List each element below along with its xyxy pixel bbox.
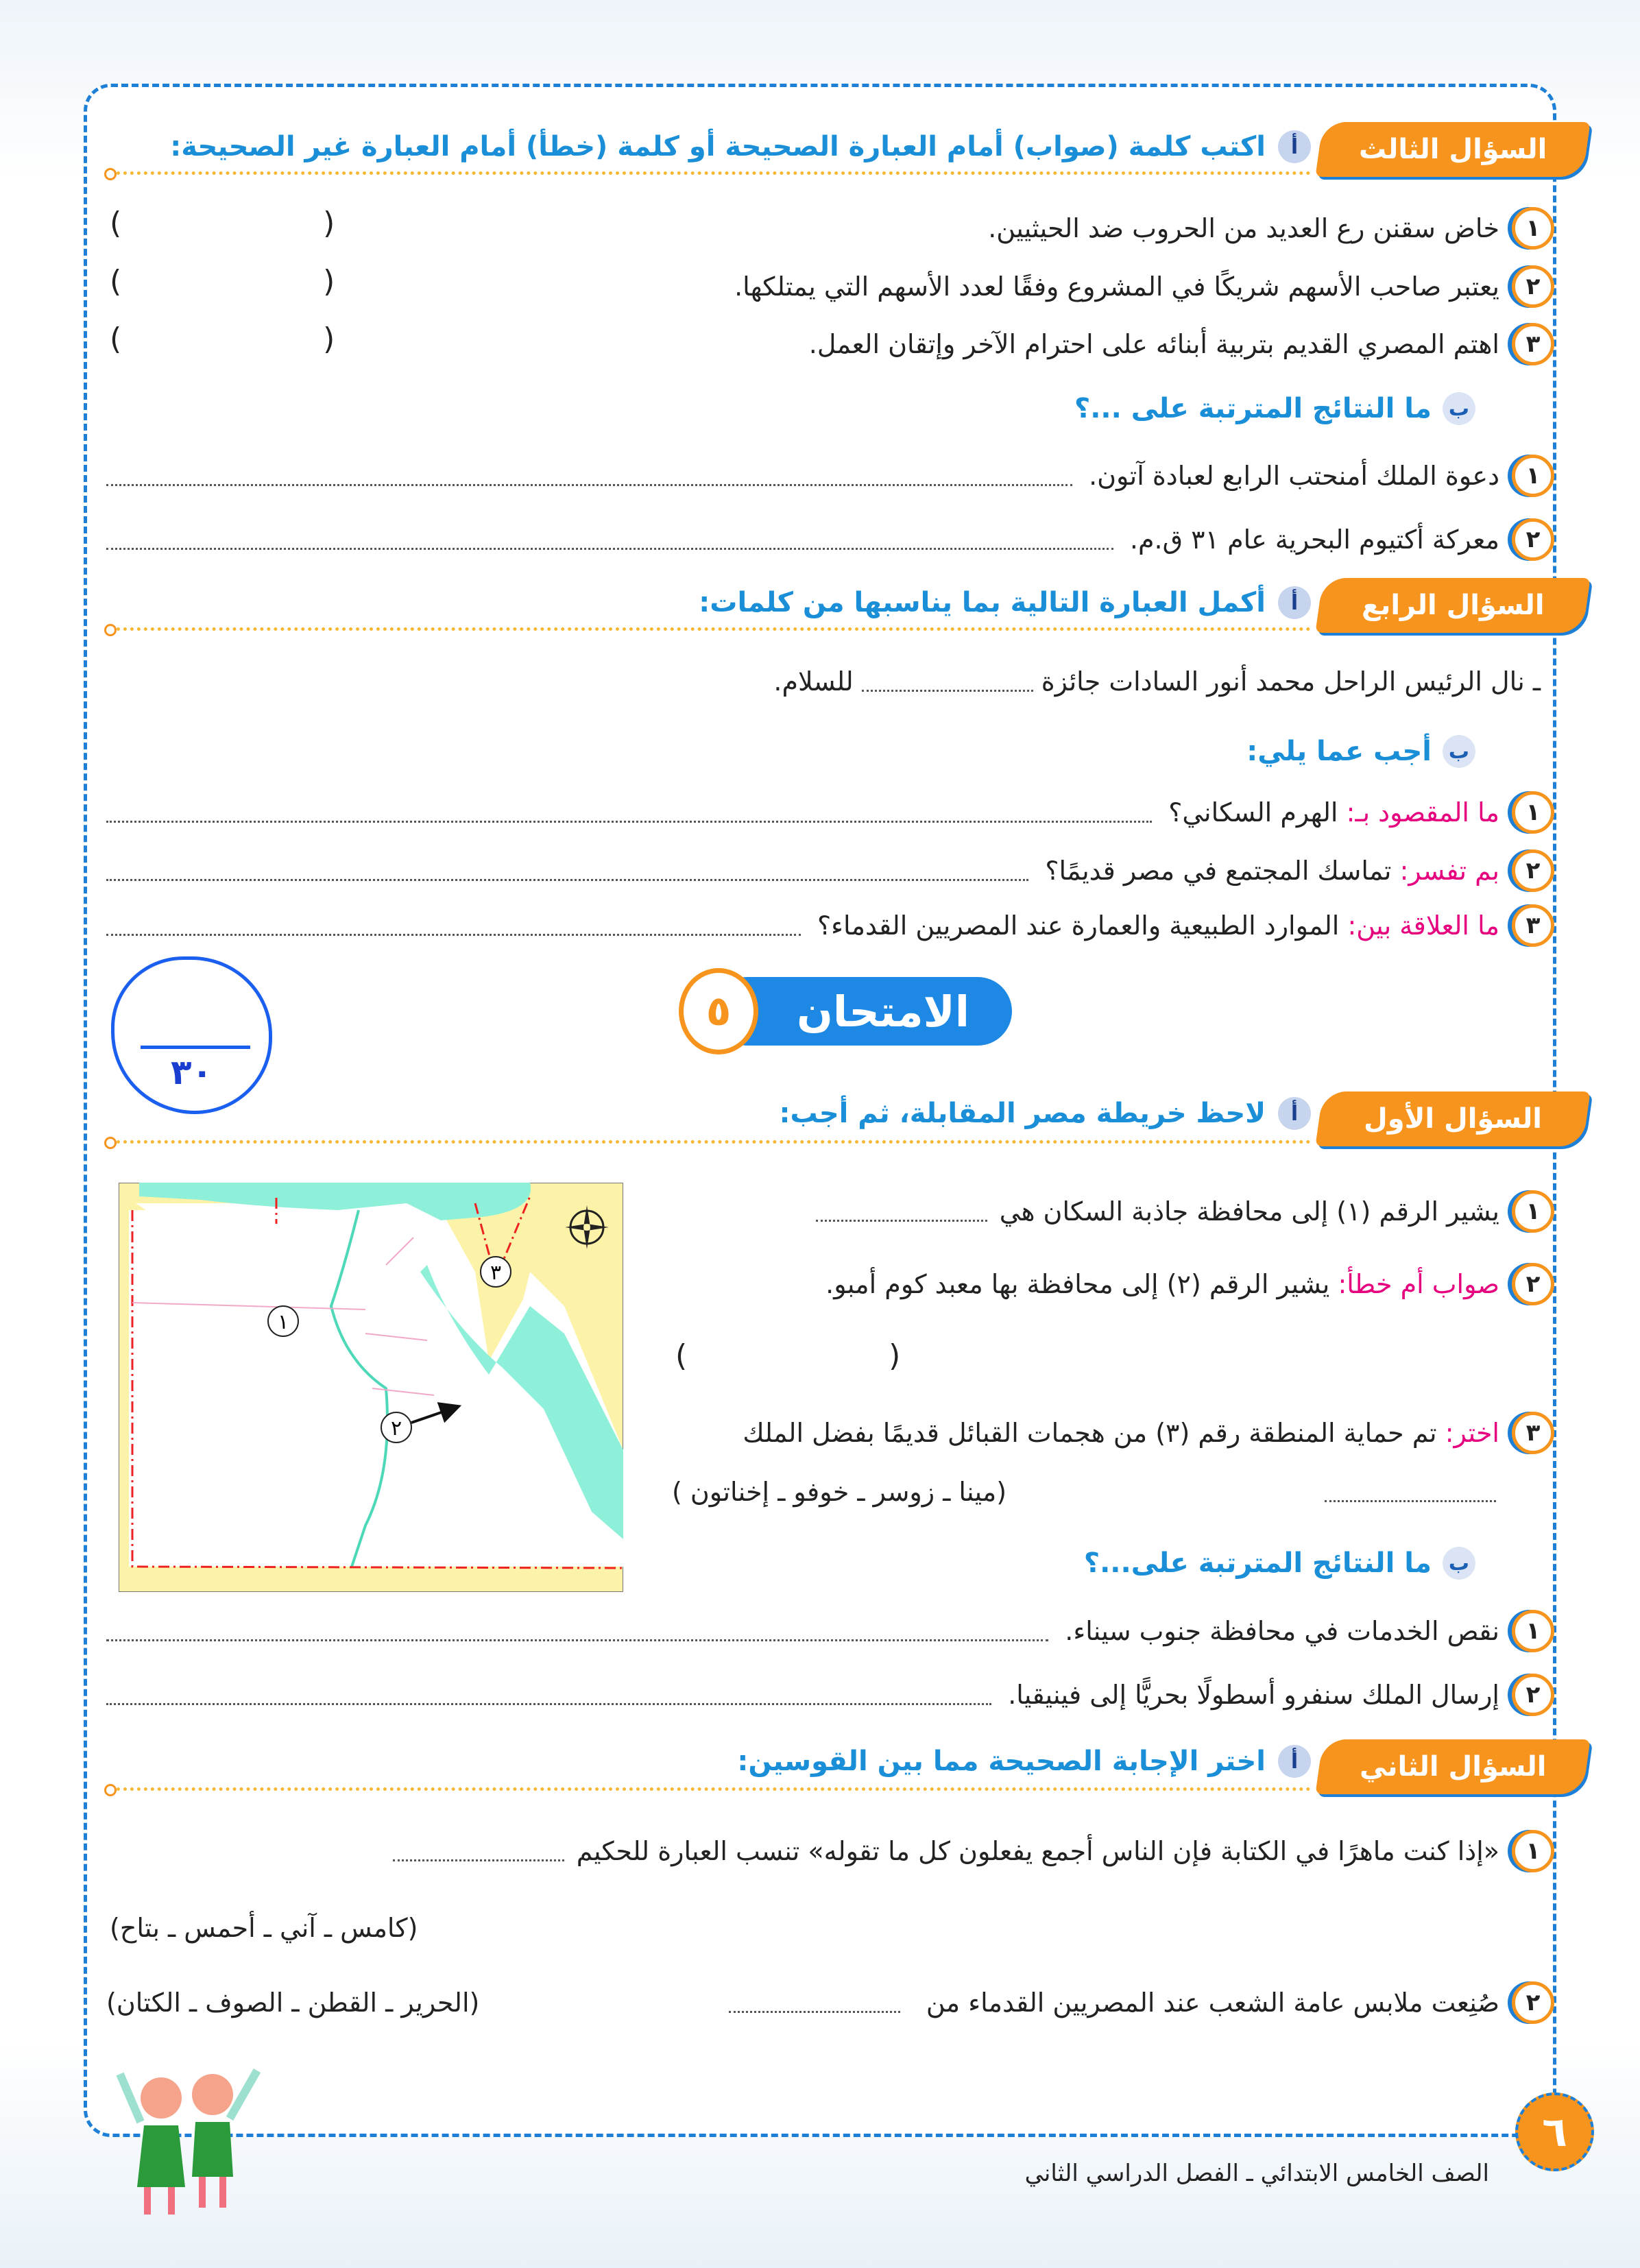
answer-line[interactable] [106, 802, 1152, 823]
part-a-badge: أ [1278, 130, 1311, 163]
divider [110, 627, 1311, 631]
answer-line[interactable] [106, 466, 1072, 486]
blank[interactable] [816, 1201, 987, 1222]
list-item: ٢ إرسال الملك سنفرو أسطولًا بحريًّا إلى فينيقيا. [106, 1674, 1554, 1716]
svg-text:١: ١ [277, 1310, 289, 1334]
question-1-tab: السؤال الأول [1315, 1091, 1590, 1146]
list-item: ٣ ما العلاقة بين: الموارد الطبيعية والعمارة عند المصريين القدماء؟ [106, 904, 1554, 947]
answer-parens[interactable]: ( ) [675, 1338, 997, 1373]
list-item: ١ دعوة الملك أمنحتب الرابع لعبادة آتون. [106, 455, 1554, 497]
score-total: ٣٠ [170, 1052, 213, 1092]
children-illustration [113, 2060, 312, 2225]
footer-text: الصف الخامس الابتدائي ـ الفصل الدراسي الثاني [1024, 2160, 1489, 2187]
question-1-a-heading: أ لاحظ خريطة مصر المقابلة، ثم أجب: [779, 1097, 1311, 1130]
list-item: ١ ما المقصود بـ: الهرم السكاني؟ [106, 791, 1554, 834]
svg-text:٢: ٢ [390, 1416, 402, 1440]
question-3-tab: السؤال الثالث [1315, 122, 1590, 177]
answer-parens[interactable]: ( ) [110, 206, 431, 241]
question-4-a-heading: أ أكمل العبارة التالية بما يناسبها من كلمات: [699, 586, 1311, 619]
blank[interactable] [862, 671, 1033, 692]
fill-blank-item: ـ نال الرئيس الراحل محمد أنور السادات جائزة للسلام. [773, 666, 1541, 697]
list-item: ٣ اختر: تم حماية المنطقة رقم (٣) من هجمات القبائل قديمًا بفضل الملك [658, 1412, 1554, 1454]
question-1-b-heading: ب ما النتائج المترتبة على...؟ [1084, 1547, 1475, 1580]
list-item: ١ «إذا كنت ماهرًا في الكتابة فإن الناس أجمع يفعلون كل ما تقوله» تنسب العبارة للحكيم [106, 1830, 1554, 1872]
list-item: ١ خاض سقنن رع العديد من الحروب ضد الحيثيين. [106, 207, 1554, 250]
question-3-a-heading: أ اكتب كلمة (صواب) أمام العبارة الصحيحة أو كلمة (خطأ) أمام العبارة غير الصحيحة: [170, 130, 1311, 163]
question-2-a-heading: أ اختر الإجابة الصحيحة مما بين القوسين: [737, 1745, 1311, 1778]
list-item: ٢ بم تفسر: تماسك المجتمع في مصر قديمًا؟ [106, 849, 1554, 892]
list-item: ٣ اهتم المصري القديم بتربية أبنائه على احترام الآخر وإتقان العمل. [106, 323, 1554, 365]
page-number: ٦ [1515, 2092, 1594, 2171]
egypt-map [119, 1183, 623, 1592]
list-item: ٢ يعتبر صاحب الأسهم شريكًا في المشروع وفقًا لعدد الأسهم التي يمتلكها. [106, 265, 1554, 308]
question-4-tab: السؤال الرابع [1315, 578, 1590, 633]
svg-text:٣: ٣ [490, 1261, 502, 1285]
answer-parens[interactable]: ( ) [110, 264, 431, 299]
answer-line[interactable] [106, 1685, 991, 1705]
divider [110, 1787, 1311, 1791]
question-4-b-heading: ب أجب عما يلي: [1246, 735, 1475, 768]
question-3-b-heading: ب ما النتائج المترتبة على ...؟ [1074, 392, 1475, 425]
divider [110, 171, 1311, 175]
choices: (كامس ـ آني ـ أحمس ـ بتاح) [110, 1913, 418, 1943]
list-item: ١ نقص الخدمات في محافظة جنوب سيناء. [106, 1610, 1554, 1652]
score-fraction-line [141, 1046, 250, 1049]
blank[interactable] [729, 1992, 900, 2013]
exam-banner: الامتحان [713, 977, 1012, 1046]
score-box [111, 956, 272, 1114]
blank[interactable] [1325, 1482, 1496, 1502]
list-item: ٢ معركة أكتيوم البحرية عام ٣١ ق.م. [106, 518, 1554, 561]
divider [110, 1140, 1311, 1144]
list-item: ٢ صواب أم خطأ: يشير الرقم (٢) إلى محافظة بها معبد كوم أمبو. [686, 1263, 1554, 1305]
list-item: ١ يشير الرقم (١) إلى محافظة جاذبة السكان هي [754, 1190, 1554, 1233]
answer-line[interactable] [106, 860, 1028, 881]
answer-line[interactable] [106, 529, 1113, 550]
map-label-1 [268, 1306, 298, 1336]
answer-line[interactable] [106, 915, 801, 936]
answer-line[interactable] [106, 1621, 1048, 1641]
question-2-tab: السؤال الثاني [1315, 1739, 1590, 1794]
blank[interactable] [393, 1841, 564, 1861]
map-label-3 [481, 1257, 511, 1287]
list-item: ٢ صُنِعت ملابس عامة الشعب عند المصريين القدماء من (الحرير ـ القطن ـ الصوف ـ الكتان) [106, 1981, 1554, 2024]
choices-row: (مينا ـ زوسر ـ خوفو ـ إخناتون ) [672, 1477, 1496, 1507]
exam-number: ٥ [679, 968, 758, 1054]
answer-parens[interactable]: ( ) [110, 322, 431, 357]
